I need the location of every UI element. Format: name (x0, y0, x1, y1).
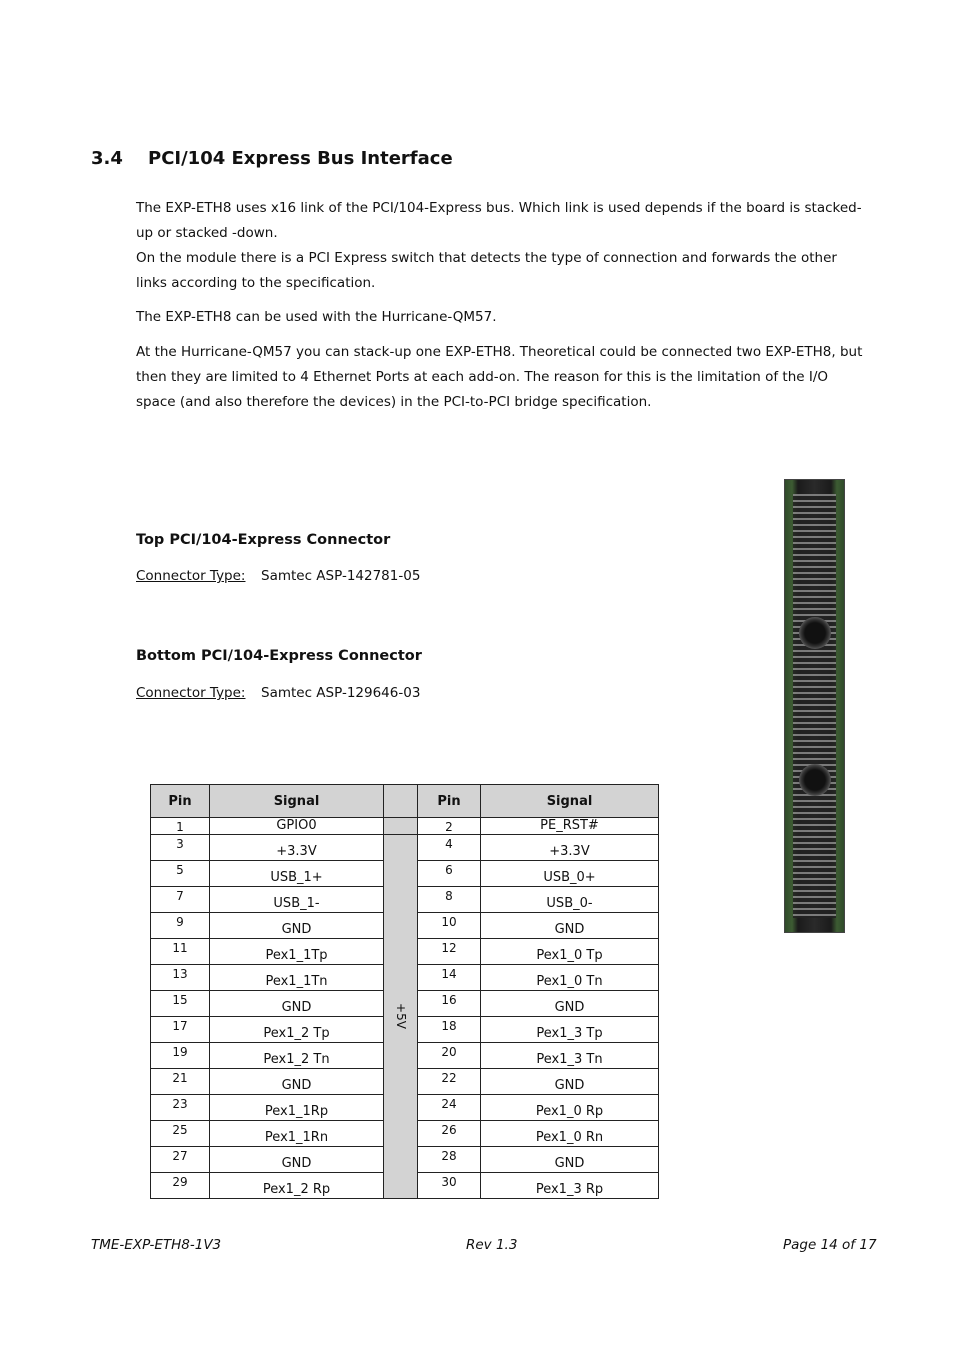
pin-signal: GND (210, 1069, 384, 1095)
footer-page-number: Page 14 of 17 (783, 1237, 877, 1253)
pin-signal: GND (481, 1147, 659, 1173)
pin-signal: Pex1_2 Tn (210, 1043, 384, 1069)
header-power (384, 785, 418, 818)
pin-number: 23 (151, 1095, 210, 1121)
pin-number: 14 (418, 965, 481, 991)
pin-table-body (151, 818, 659, 1199)
pin-signal: Pex1_1Tp (210, 939, 384, 965)
connector-photo (784, 479, 845, 933)
bottom-connector-type-value: Samtec ASP-129646-03 (261, 685, 421, 701)
pin-signal: Pex1_1Rp (210, 1095, 384, 1121)
pin-number: 10 (418, 913, 481, 939)
pin-signal: USB_1- (210, 887, 384, 913)
pin-signal: Pex1_1Rn (210, 1121, 384, 1147)
pin-signal: Pex1_1Tn (210, 965, 384, 991)
pin-number: 28 (418, 1147, 481, 1173)
pin-number: 16 (418, 991, 481, 1017)
pin-signal: GND (481, 913, 659, 939)
pin-number: 13 (151, 965, 210, 991)
top-connector-type-label: Connector Type: (136, 568, 246, 584)
pin-signal: Pex1_0 Rp (481, 1095, 659, 1121)
pin-table (150, 784, 659, 1199)
table-row (151, 818, 659, 835)
pin-signal: Pex1_3 Tp (481, 1017, 659, 1043)
pin-number: 19 (151, 1043, 210, 1069)
pin-number: 18 (418, 1017, 481, 1043)
pin-number: 17 (151, 1017, 210, 1043)
pin-number: 8 (418, 887, 481, 913)
top-connector-type-value: Samtec ASP-142781-05 (261, 568, 421, 584)
pin-number: 22 (418, 1069, 481, 1095)
paragraph-stacking: At the Hurricane-QM57 you can stack-up one EXP-ETH8. Theoretical could be connected two EXP-ETH8, but then they are limited to 4 Ethernet Ports at each add-on. The reason for this is the limitation of the I/O space (and also therefore the devices) in the PCI-to-PCI bridge specification. (136, 344, 863, 410)
top-connector-heading: Top PCI/104-Express Connector (136, 532, 391, 548)
pin-signal: Pex1_0 Rn (481, 1121, 659, 1147)
pin-signal: GND (481, 1069, 659, 1095)
pin-signal: GPIO0 (210, 818, 384, 835)
section-number: 3.4 (91, 148, 123, 169)
power-rail-cell-top (384, 818, 418, 835)
pin-number: 26 (418, 1121, 481, 1147)
pin-number: 21 (151, 1069, 210, 1095)
pin-signal: PE_RST# (481, 818, 659, 835)
bottom-connector-heading: Bottom PCI/104-Express Connector (136, 648, 422, 664)
footer-doc-id: TME-EXP-ETH8-1V3 (91, 1237, 222, 1253)
pin-number: 3 (151, 835, 210, 861)
power-rail-cell (384, 835, 418, 1199)
pin-number: 30 (418, 1173, 481, 1199)
pin-signal: Pex1_0 Tp (481, 939, 659, 965)
pin-signal: GND (210, 1147, 384, 1173)
pin-number: 12 (418, 939, 481, 965)
pin-signal: GND (210, 913, 384, 939)
header-pin-b: Pin (418, 785, 481, 818)
paragraph-compatibility: The EXP-ETH8 can be used with the Hurricane-QM57. (136, 309, 497, 325)
pin-signal: GND (481, 991, 659, 1017)
header-signal-b: Signal (481, 785, 659, 818)
footer-revision: Rev 1.3 (466, 1237, 518, 1253)
pin-table-header (151, 785, 659, 818)
pin-number: 5 (151, 861, 210, 887)
pin-signal: Pex1_2 Rp (210, 1173, 384, 1199)
pin-number: 7 (151, 887, 210, 913)
pin-signal: +3.3V (481, 835, 659, 861)
pin-number: 29 (151, 1173, 210, 1199)
pin-signal: Pex1_3 Tn (481, 1043, 659, 1069)
paragraph-intro: The EXP-ETH8 uses x16 link of the PCI/104-Express bus. Which link is used depends if the board is stacked-up or stacked -down. On the module there is a PCI Express switch that detects the type of connection and forwards the other links according to the specification. (136, 200, 862, 291)
bottom-connector-type-label: Connector Type: (136, 685, 246, 701)
pin-number: 6 (418, 861, 481, 887)
pin-signal: Pex1_0 Tn (481, 965, 659, 991)
pin-signal: USB_0+ (481, 861, 659, 887)
pin-number: 4 (418, 835, 481, 861)
table-row (151, 835, 659, 861)
pin-signal: Pex1_3 Rp (481, 1173, 659, 1199)
pin-number: 9 (151, 913, 210, 939)
pin-signal: +3.3V (210, 835, 384, 861)
pin-signal: USB_0- (481, 887, 659, 913)
pin-number: 1 (151, 818, 210, 835)
pin-number: 15 (151, 991, 210, 1017)
header-pin-a: Pin (151, 785, 210, 818)
pin-number: 2 (418, 818, 481, 835)
pin-number: 11 (151, 939, 210, 965)
pin-number: 20 (418, 1043, 481, 1069)
power-rail-label: +5V (393, 1003, 408, 1029)
pin-signal: Pex1_2 Tp (210, 1017, 384, 1043)
pin-signal: USB_1+ (210, 861, 384, 887)
pin-number: 24 (418, 1095, 481, 1121)
pin-number: 27 (151, 1147, 210, 1173)
section-title: PCI/104 Express Bus Interface (148, 148, 453, 169)
pin-number: 25 (151, 1121, 210, 1147)
pin-signal: GND (210, 991, 384, 1017)
header-signal-a: Signal (210, 785, 384, 818)
